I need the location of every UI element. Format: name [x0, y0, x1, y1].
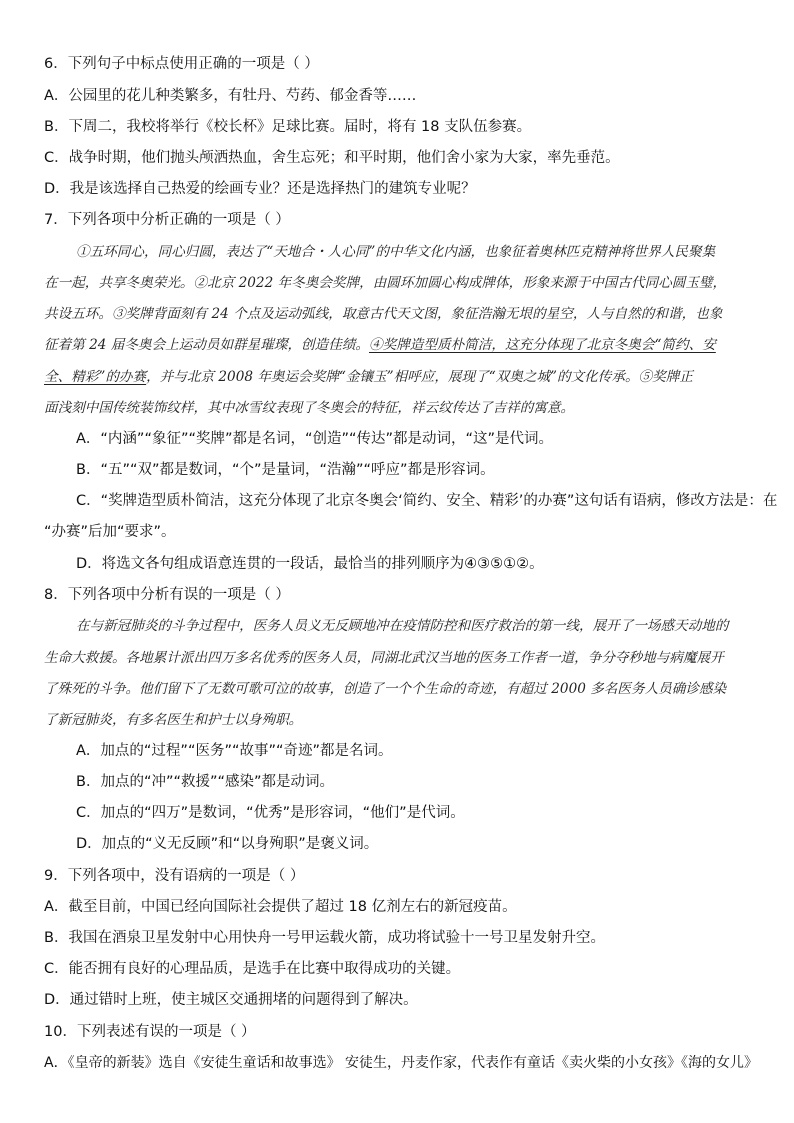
question-7-option-c-continued: “办赛”后加“要求”。: [44, 524, 176, 540]
question-8-passage-line: 生命大救援。各地累计派出四万多名优秀的医务人员，同湖北武汉当地的医务工作者一道，争分夺秒地与病魔展开: [44, 650, 724, 666]
question-9-option-a: A．截至目前，中国已经向国际社会提供了超过 18 亿剂左右的新冠疫苗。: [44, 899, 517, 915]
question-8-passage-line: 了殊死的斗争。他们留下了无数可歌可泣的故事，创造了一个个生命的奇迹，有超过 2000 多名医务人员确诊感染: [44, 681, 727, 697]
passage-text: ，并与北京 2008 年奥运会奖牌“金镶玉”相呼应，展现了“双奥之城”的文化传承。⑤奖牌正: [146, 369, 693, 385]
question-8-option-b: B．加点的“冲”“救援”“感染”都是动词。: [76, 774, 335, 790]
question-7-option-b: B．“五”“双”都是数词，“个”是量词，“浩瀚”“呼应”都是形容词。: [76, 462, 495, 478]
question-9-stem: 9．下列各项中，没有语病的一项是（ ）: [44, 868, 305, 884]
question-7-stem: 7．下列各项中分析正确的一项是（ ）: [44, 212, 290, 228]
question-9-option-d: D．通过错时上班，使主城区交通拥堵的问题得到了解决。: [44, 992, 418, 1008]
underlined-sentence: 全、精彩”的办赛: [44, 369, 147, 385]
question-8-stem: 8．下列各项中分析有误的一项是（ ）: [44, 587, 290, 603]
question-7-option-c: C．“奖牌造型质朴简洁，这充分体现了北京冬奥会‘简约、安全、精彩’的办赛”这句话有语病，修改方法是：在: [76, 493, 778, 509]
question-10-option-a: A．《皇帝的新装》选自《安徒生童话和故事选》 安徒生，丹麦作家，代表作有童话《卖火柴的小女孩》《海的女儿》: [44, 1055, 759, 1071]
question-8-option-a: A．加点的“过程”“医务”“故事”“奇迹”都是名词。: [76, 743, 393, 759]
question-6-option-b: B．下周二，我校将举行《校长杯》足球比赛。届时，将有 18 支队伍参赛。: [44, 119, 532, 135]
question-9-option-b: B．我国在酒泉卫星发射中心用快舟一号甲运载火箭，成功将试验十一号卫星发射升空。: [44, 930, 605, 946]
question-7-passage-line: 在一起，共享冬奥荣光。②北京 2022 年冬奥会奖牌，由圆环加圆心构成牌体，形象来源于中国古代同心圆玉璧，: [44, 275, 727, 291]
question-6-option-d: D．我是该选择自己热爱的绘画专业？还是选择热门的建筑专业呢？: [44, 181, 476, 197]
question-7-passage-line: 共设五环。③奖牌背面刻有 24 个点及运动弧线，取意古代天文图，象征浩瀚无垠的星空，人与自然的和谐，也象: [44, 306, 723, 322]
question-7-passage-line: [44, 367, 693, 387]
question-7-passage-line: ①五环同心，同心归圆，表达了“天地合・人心同”的中华文化内涵，也象征着奥林匹克精神将世界人民聚集: [76, 244, 716, 260]
question-10-stem: 10．下列表述有误的一项是（ ）: [44, 1024, 256, 1040]
question-7-option-d: D．将选文各句组成语意连贯的一段话，最恰当的排列顺序为④③⑤①②。: [76, 556, 544, 572]
question-6-option-a: A．公园里的花儿种类繁多，有牡丹、芍药、郁金香等……: [44, 88, 417, 104]
question-7-option-a: A．“内涵”“象征”“奖牌”都是名词，“创造”“传达”都是动词，“这”是代词。: [76, 431, 554, 447]
question-9-option-c: C．能否拥有良好的心理品质，是选手在比赛中取得成功的关键。: [44, 961, 461, 977]
question-8-option-c: C．加点的“四万”是数词，“优秀”是形容词，“他们”是代词。: [76, 805, 465, 821]
question-7-passage-line: [44, 335, 716, 355]
question-8-passage-line: 了新冠肺炎，有多名医生和护士以身殉职。: [44, 712, 303, 728]
question-7-passage-line: 面浅刻中国传统装饰纹样，其中冰雪纹表现了冬奥会的特征，祥云纹传达了吉祥的寓意。: [44, 400, 575, 416]
question-8-passage-line: 在与新冠肺炎的斗争过程中，医务人员义无反顾地冲在疫情防控和医疗救治的第一线，展开了一场感天动地的: [76, 618, 729, 634]
passage-text: 征着第 24 届冬奥会上运动员如群星璀璨，创造佳绩。: [44, 337, 370, 353]
question-6-stem: 6．下列句子中标点使用正确的一项是（ ）: [44, 56, 319, 72]
question-6-option-c: C．战争时期，他们抛头颅洒热血，舍生忘死；和平时期，他们舍小家为大家，率先垂范。: [44, 150, 620, 166]
question-8-option-d: D．加点的“义无反顾”和“以身殉职”是褒义词。: [76, 836, 379, 852]
underlined-sentence: ④奖牌造型质朴简洁，这充分体现了北京冬奥会“简约、安: [369, 337, 716, 353]
